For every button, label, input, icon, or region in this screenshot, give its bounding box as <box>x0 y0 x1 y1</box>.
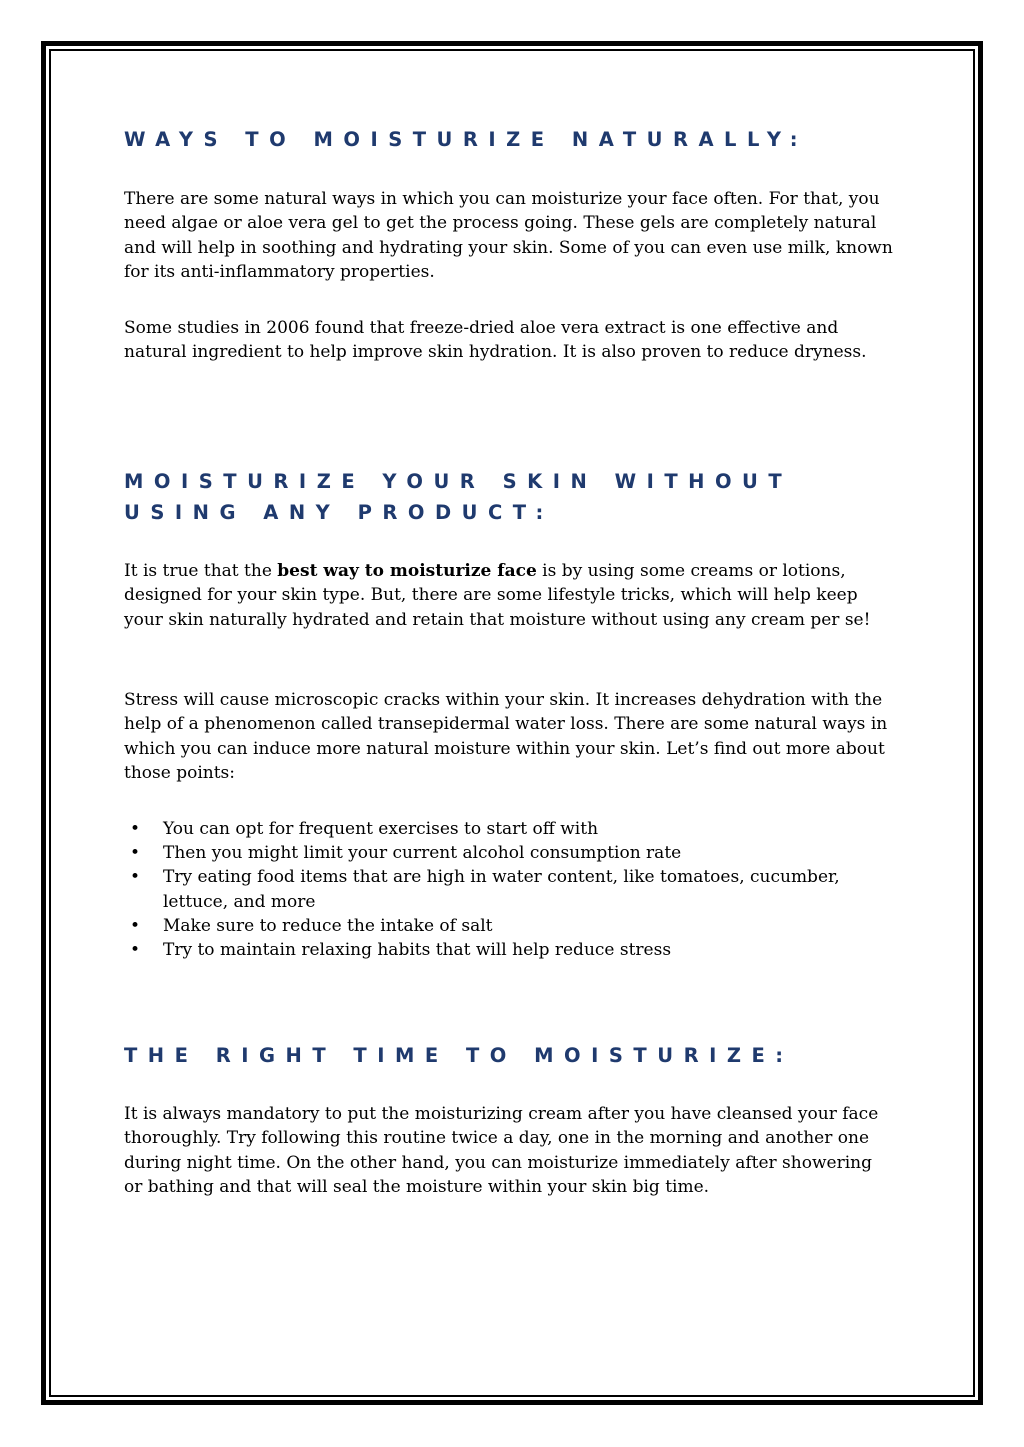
list-item-text: Try to maintain relaxing habits that will help reduce stress <box>163 940 672 961</box>
list-item <box>124 914 894 938</box>
paragraph-routine: It is always mandatory to put the moisturizing cream after you have cleansed your face thoroughly. Try following this routine twice a day, one in the morning and another one during night time. On the other hand, you can moisturize immediately after showering or bathing and that will seal the moisture within your skin big time. <box>124 1104 879 1198</box>
list-item-text: Make sure to reduce the intake of salt <box>163 915 493 936</box>
bold-keyword: best way to moisturize face <box>277 561 537 581</box>
paragraph-aloe-study: Some studies in 2006 found that freeze-dried aloe vera extract is one effective and natural ingredient to help improve skin hydration. It is also proven to reduce dryness. <box>124 318 867 363</box>
paragraph-best-way <box>124 559 894 632</box>
bullet-icon: • <box>130 843 141 864</box>
text-run: is by using some creams or lotions, designed for your skin type. But, there are some lifestyle tricks, which will help keep your skin naturally hydrated and retain that moisture without using any cream per se! <box>124 561 871 630</box>
tips-list <box>124 817 894 962</box>
heading-right-time: THE RIGHT TIME TO MOISTURIZE: <box>124 1044 794 1067</box>
list-item-text: Try eating food items that are high in water content, like tomatoes, cucumber, lettuce, and more <box>163 867 840 912</box>
heading-moisturize-without-product: MOISTURIZE YOUR SKIN WITHOUT USING ANY PRODUCT: <box>124 470 793 524</box>
bullet-icon: • <box>130 867 141 888</box>
text-run: It is true that the <box>124 561 278 581</box>
bullet-icon: • <box>130 819 141 839</box>
list-item <box>124 938 894 962</box>
list-item <box>124 865 894 913</box>
list-item-text: Then you might limit your current alcohol consumption rate <box>163 843 682 864</box>
list-item <box>124 841 894 865</box>
bullet-icon: • <box>130 915 141 936</box>
list-item-text: You can opt for frequent exercises to start off with <box>163 819 599 839</box>
list-item <box>124 817 894 841</box>
bullet-icon: • <box>130 940 141 961</box>
paragraph-stress: Stress will cause microscopic cracks within your skin. It increases dehydration with the help of a phenomenon called transepidermal water loss. There are some natural ways in which you can induce more natural moisture within your skin. Let’s find out more about those points: <box>124 690 888 784</box>
heading-ways-to-moisturize: WAYS TO MOISTURIZE NATURALLY: <box>124 128 809 151</box>
paragraph-natural-ways: There are some natural ways in which you can moisturize your face often. For that, you need algae or aloe vera gel to get the process going. These gels are completely natural and will help in soothing and hydrating your skin. Some of you can even use milk, known for its anti-inflammatory properties. <box>124 189 893 283</box>
